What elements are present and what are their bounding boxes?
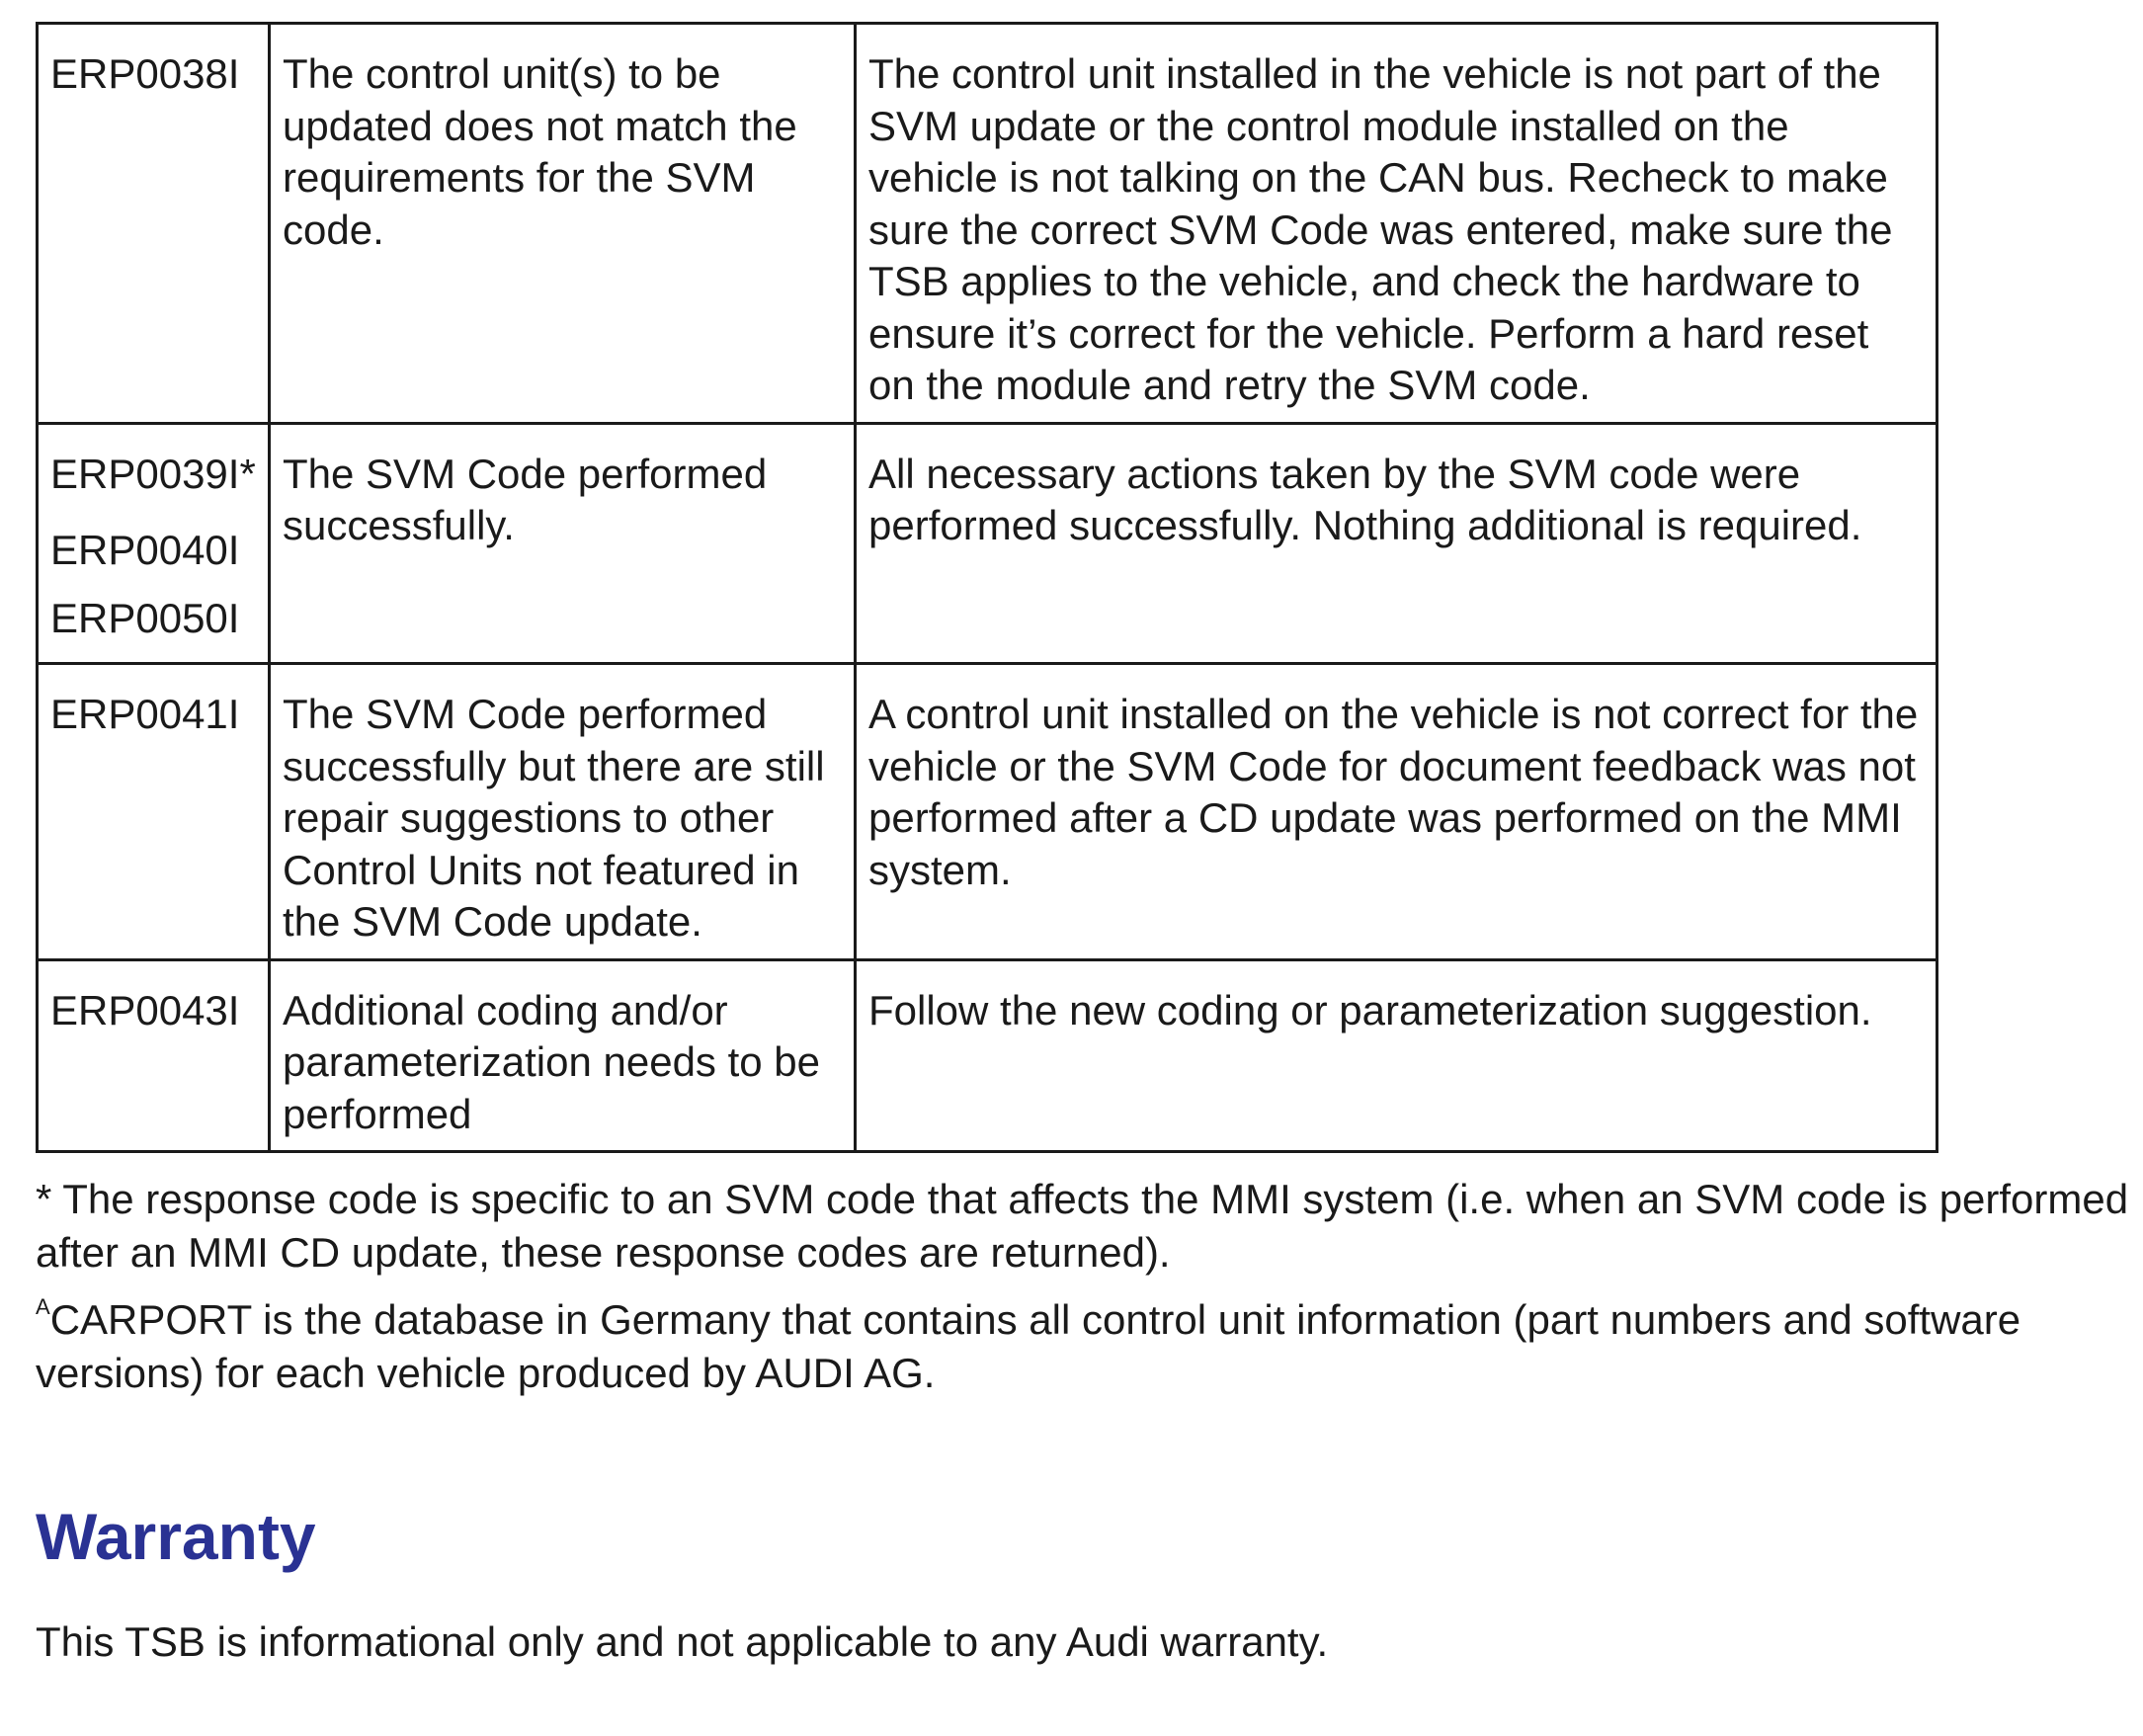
code-cell [38, 664, 270, 960]
carport-footnote-text: CARPORT is the database in Germany that contains all control unit information (part numbers and software versions) for each vehicle produced by AUDI AG. [36, 1296, 2021, 1396]
description-cell: The SVM Code performed successfully. [270, 423, 856, 664]
table-row [38, 24, 1937, 424]
response-code: ERP0039I* [50, 450, 256, 497]
description-cell: The SVM Code performed successfully but there are still repair suggestions to other Control Units not featured in the SVM Code update. [270, 664, 856, 960]
response-code: ERP0041I [50, 691, 240, 737]
footnotes [36, 1173, 2130, 1400]
response-code: ERP0040I [50, 527, 240, 573]
footnote-marker: A [36, 1294, 50, 1319]
warranty-text: This TSB is informational only and not applicable to any Audi warranty. [36, 1618, 1329, 1665]
code-cell [38, 423, 270, 664]
action-cell: A control unit installed on the vehicle is not correct for the vehicle or the SVM Code for document feedback was not performed after a CD update was performed on the MMI system. [856, 664, 1937, 960]
table-row [38, 664, 1937, 960]
document-page [36, 22, 2129, 1669]
response-codes-table [36, 22, 1938, 1153]
description-cell: The control unit(s) to be updated does not match the requirements for the SVM code. [270, 24, 856, 424]
response-code: ERP0038I [50, 50, 240, 97]
action-cell: Follow the new coding or parameterization suggestion. [856, 959, 1937, 1152]
description-cell: Additional coding and/or parameterization needs to be performed [270, 959, 856, 1152]
carport-footnote [36, 1293, 2130, 1400]
action-cell: The control unit installed in the vehicle is not part of the SVM update or the control module installed on the vehicle is not talking on the CAN bus. Recheck to make sure the correct SVM Code was entered, make sure the TSB applies to the vehicle, and check the hardware to ensure it’s correct for the vehicle. Perform a hard reset on the module and retry the SVM code. [856, 24, 1937, 424]
response-code: ERP0043I [50, 986, 240, 1033]
response-code: ERP0050I [50, 595, 240, 641]
table-row [38, 423, 1937, 664]
table-row [38, 959, 1937, 1152]
code-cell [38, 959, 270, 1152]
warranty-heading: Warranty [36, 1500, 316, 1573]
asterisk-footnote: * The response code is specific to an SVM code that affects the MMI system (i.e. when an SVM code is performed after an MMI CD update, these response codes are returned). [36, 1176, 2129, 1276]
code-cell [38, 24, 270, 424]
action-cell: All necessary actions taken by the SVM code were performed successfully. Nothing additional is required. [856, 423, 1937, 664]
